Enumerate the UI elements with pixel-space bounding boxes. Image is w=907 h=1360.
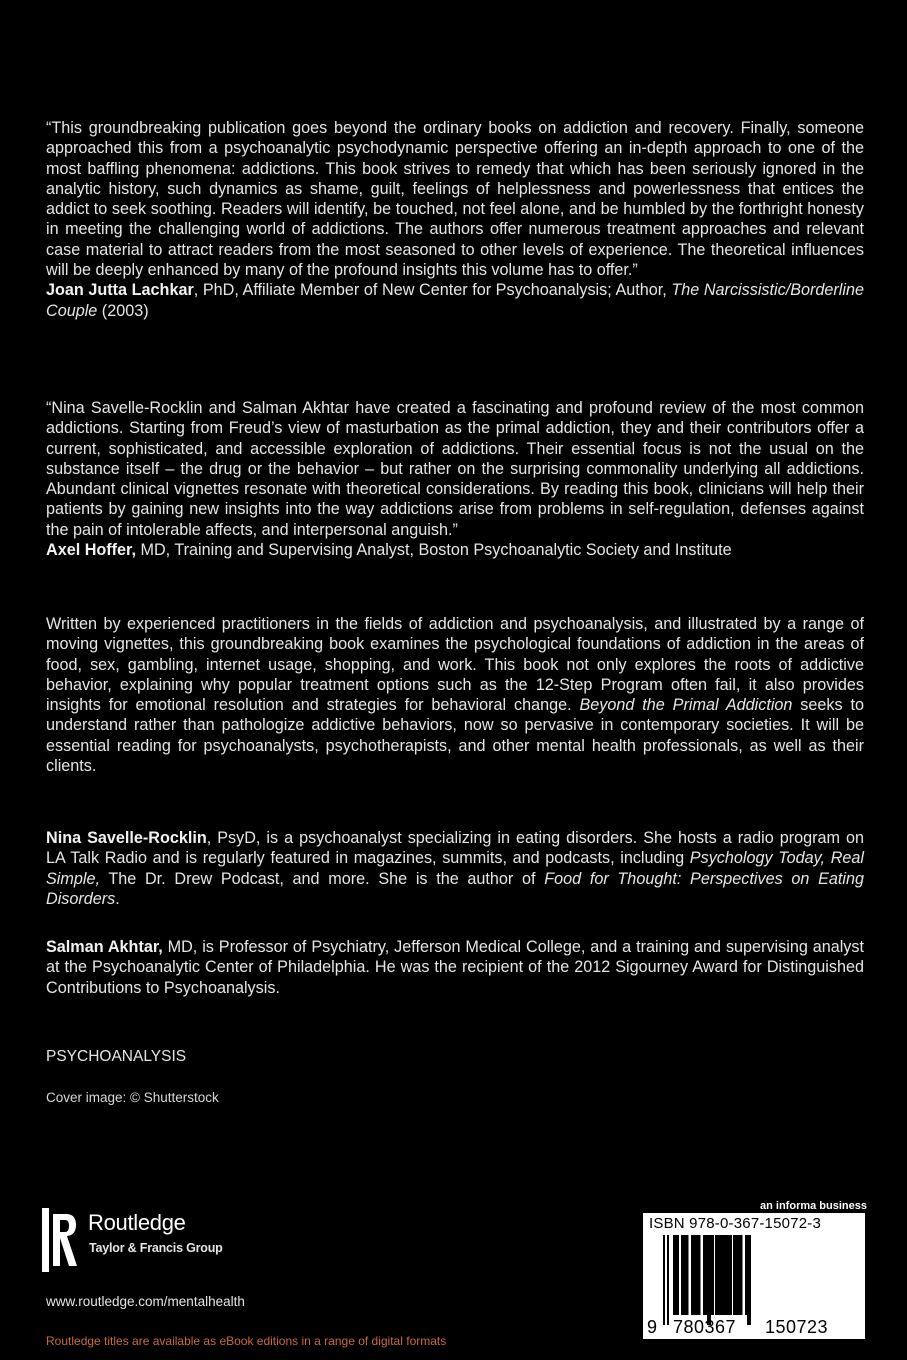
barcode-bar xyxy=(699,1235,701,1315)
routledge-logo-icon xyxy=(42,1208,80,1272)
endorser-book-year: (2003) xyxy=(97,301,149,320)
barcode-bar xyxy=(667,1235,669,1325)
barcode-bar xyxy=(733,1235,735,1315)
isbn-label: ISBN 978-0-367-15072-3 xyxy=(649,1215,822,1232)
barcode-bar xyxy=(707,1235,709,1325)
author-bio-akhtar xyxy=(46,937,864,998)
publisher-name: Routledge xyxy=(88,1210,186,1235)
author-bio-text: MD, is Professor of Psychiatry, Jefferson Medical College, and a training and supervising analyst at the Psychoanalytic Center of Philadelphia. He was the recipient of the 2012 Sigourney Award for Distinguished Contributions to Psychoanalysis. xyxy=(46,938,864,997)
author-bio-text: , PsyD, is a psychoanalyst specializing in eating disorders. She hosts a radio program on LA Talk Radio and is regularly featured in magazines, summits, and podcasts, including xyxy=(46,829,864,868)
book-description xyxy=(46,614,864,776)
endorser-book-title: The Narcissistic/Borderline Couple xyxy=(46,281,864,320)
ebook-note: Routledge titles are available as eBook editions in a range of digital formats xyxy=(46,1334,447,1348)
author-book: Food for Thought: Perspectives on Eating Disorders xyxy=(46,869,864,908)
barcode-bar xyxy=(747,1235,749,1325)
endorser-name: Axel Hoffer, xyxy=(46,541,136,560)
barcode-digit-first: 9 xyxy=(647,1317,658,1337)
author-publications: Psychology Today, Real Simple, xyxy=(46,849,864,888)
endorsement-lachkar xyxy=(46,118,864,321)
barcode-digits-left: 780367 xyxy=(673,1317,737,1337)
author-bio-end: . xyxy=(115,889,120,908)
endorser-name: Joan Jutta Lachkar xyxy=(46,281,194,300)
publisher-url[interactable]: www.routledge.com/mentalhealth xyxy=(46,1294,245,1309)
barcode-bar xyxy=(711,1235,714,1315)
barcode-bar xyxy=(663,1235,665,1325)
informa-brand: informa xyxy=(775,1200,817,1212)
isbn-barcode xyxy=(642,1212,866,1340)
informa-prefix: an xyxy=(760,1200,776,1212)
endorsement-quote: “Nina Savelle-Rocklin and Salman Akhtar have created a fascinating and profound review of the most common addictions. Starting from Freud’s view of masturbation as the primal addiction, they and their contributors offer a current, sophisticated, and accessible exploration of addictions. Their essential focus is not the usual on the substance itself – the drug or the behavior – but rather on the surprising commonality underlying all addictions. Abundant clinical vignettes resonate with theoretical considerations. By reading this book, clinicians will help their patients by gaining new insights into the way addictions arise from problems in self-regulation, defenses against the pain of intolerable affects, and interpersonal anguish.” xyxy=(46,399,864,539)
informa-suffix: business xyxy=(816,1200,867,1212)
barcode-bar xyxy=(717,1235,722,1315)
barcode-digits-right: 150723 xyxy=(765,1317,829,1337)
book-title: Beyond the Primal Addiction xyxy=(579,696,793,715)
endorsement-quote: “This groundbreaking publication goes beyond the ordinary books on addiction and recovery. Finally, someone approached this from a psychoanalytic psychodynamic perspective offering an in-depth approach to one of the most baffling phenomena: addictions. This book strives to remedy that which has been seriously ignored in the analytic history, such dynamics as shame, guilt, feelings of helplessness and powerlessness that entices the addict to seek soothing. Readers will identify, be touched, not feel alone, and be humbled by the forthright honesty in meeting the challenging world of addictions. The authors offer numerous treatment approaches and relevant case material to attract readers from the most seasoned to other levels of experience. The theoretical influences will be deeply enhanced by many of the profound insights this volume has to offer.” xyxy=(46,119,864,280)
subject-category: PSYCHOANALYSIS xyxy=(46,1048,187,1065)
barcode-bar xyxy=(693,1235,695,1315)
barcode-bar xyxy=(749,1235,751,1325)
barcode-bar xyxy=(677,1235,679,1315)
endorsement-attribution xyxy=(46,280,864,321)
publisher-logo xyxy=(42,1208,302,1272)
endorsement-attribution xyxy=(46,540,864,560)
cover-image-credit: Cover image: © Shutterstock xyxy=(46,1090,219,1105)
description-part2: seeks to understand rather than pathologize addictive behaviors, now so pervasive in contemporary societies. It will be essential reading for psychoanalysts, psychotherapists, and other mental health professionals, as well as their clients. xyxy=(46,696,864,776)
author-bio-text-2: The Dr. Drew Podcast, and more. She is the author of xyxy=(99,869,545,888)
barcode-bar xyxy=(683,1235,687,1315)
author-bio-savelle-rocklin xyxy=(46,828,864,909)
description-part1: Written by experienced practitioners in the fields of addiction and psychoanalysis, and illustrated by a range of moving vignettes, this groundbreaking book examines the psychological foundations of addiction in the areas of food, sex, gambling, internet usage, shopping, and work. This book not only explores the roots of addictive behavior, explaining why popular treatment options such as the 12-Step Program often fail, it also provides insights for emotional resolution and strategies for behavioral change. xyxy=(46,615,864,715)
endorser-credentials: , PhD, Affiliate Member of New Center for Psychoanalysis; Author, xyxy=(193,281,672,300)
barcode-bar xyxy=(709,1235,711,1325)
barcode-bar xyxy=(715,1235,717,1315)
barcode-bar xyxy=(723,1235,725,1315)
author-name: Nina Savelle-Rocklin xyxy=(46,829,207,847)
barcode-bar xyxy=(695,1235,699,1315)
barcode-bar xyxy=(741,1235,743,1315)
barcode-bar xyxy=(737,1235,741,1315)
barcode-bar xyxy=(687,1235,689,1315)
endorsement-hoffer xyxy=(46,398,864,560)
informa-business-label xyxy=(760,1200,867,1212)
barcode-bar xyxy=(729,1235,732,1315)
endorser-credentials: MD, Training and Supervising Analyst, Boston Psychoanalytic Society and Institute xyxy=(135,541,732,560)
publisher-group: Taylor & Francis Group xyxy=(89,1241,223,1255)
author-name: Salman Akhtar, xyxy=(46,938,163,956)
